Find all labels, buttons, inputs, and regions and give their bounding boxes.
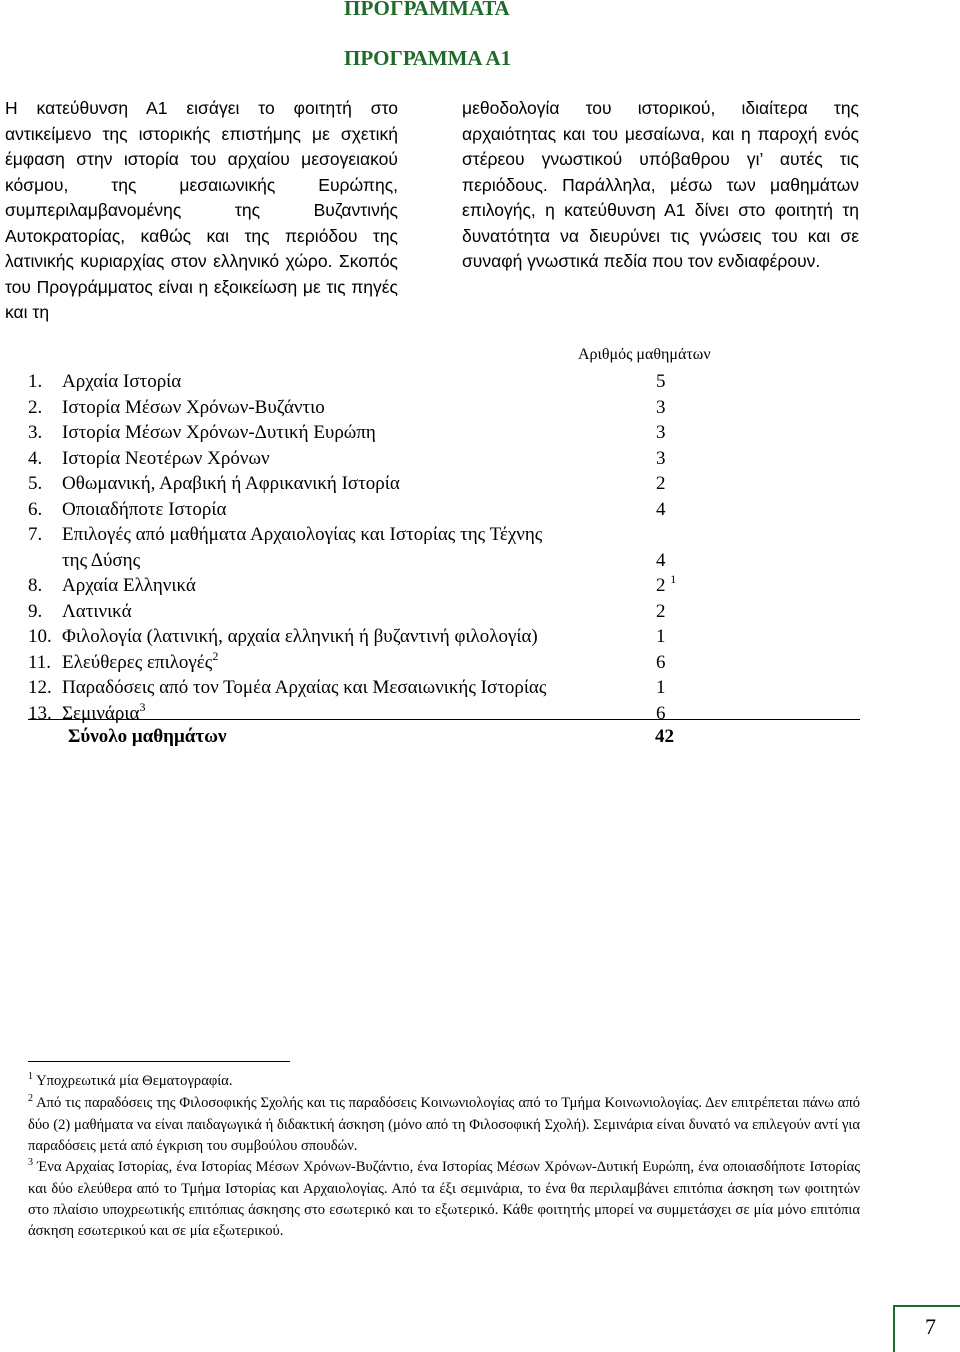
course-number: 2. <box>28 396 43 418</box>
course-number: 4. <box>28 447 43 469</box>
courses-count-header: Αριθμός μαθημάτων <box>578 346 711 363</box>
footnote-mark: 3 <box>28 1157 33 1168</box>
footnote-mark: 1 <box>28 1071 33 1082</box>
course-count-value: 6 <box>656 651 666 673</box>
course-row <box>28 650 863 676</box>
course-name-text: Σεμινάρια <box>62 702 140 724</box>
course-name <box>62 701 145 729</box>
course-name-text: Οθωμανική, Αραβική ή Αφρικανική Ιστορία <box>62 473 400 494</box>
course-row <box>28 446 863 472</box>
course-name <box>62 446 270 472</box>
course-number: 1. <box>28 371 43 392</box>
footnote <box>28 1093 860 1157</box>
course-row <box>28 369 863 395</box>
course-row <box>28 395 863 421</box>
course-name <box>62 522 542 548</box>
course-number: 5. <box>28 473 43 494</box>
course-name-text: Αρχαία Ελληνικά <box>62 575 196 596</box>
footnote-text: Ένα Αρχαίας Ιστορίας, ένα Ιστορίας Μέσων Χρόνων-Βυζάντιο, ένα Ιστορίας Μέσων Χρόνων-Δυτική Ευρώπη, ένα οποιασδήποτε Ιστορίας και δύο ελεύθερα από το Τμήμα Ιστορίας και Αρχαιολογίας. Από τα έξι σεμινάρια, το ένα θα περιλαμβάνει επιτόπια άσκηση των φοιτητών στο πλαίσιο υποχρεωτικής επιτόπιας άσκησης στο εσωτερικό και το εξωτερικό. Κάθε φοιτητής μπορεί να συμμετάσχει σε μία μόνο επιτόπια άσκηση εσωτερικού και σε μία εξωτερικού. <box>28 1159 860 1239</box>
course-count-value: 5 <box>656 371 666 392</box>
course-name <box>62 497 226 523</box>
course-count-value: 2 <box>656 473 666 494</box>
course-count-value: 4 <box>656 498 666 520</box>
course-count <box>656 650 666 676</box>
course-name-text: Ελεύθερες επιλογές <box>62 651 213 673</box>
course-count <box>656 675 666 701</box>
course-number: 9. <box>28 600 43 622</box>
course-name <box>62 420 376 446</box>
course-count-value: 2 <box>656 600 666 622</box>
course-name <box>62 650 218 678</box>
course-name-text: Ιστορία Μέσων Χρόνων-Δυτική Ευρώπη <box>62 422 376 443</box>
footnote-ref: 2 <box>212 648 219 663</box>
total-value: 42 <box>655 726 674 747</box>
course-row <box>28 599 863 625</box>
course-row <box>28 573 863 599</box>
course-count <box>656 446 666 472</box>
course-count <box>656 701 666 727</box>
course-count <box>656 497 666 523</box>
footnote <box>28 1157 860 1242</box>
page-number: 7 <box>925 1314 936 1339</box>
course-list <box>28 369 863 726</box>
course-name <box>62 599 132 625</box>
intro-right-column: μεθοδολογία του ιστορικού, ιδιαίτερα της αρχαιότητας και του μεσαίωνα, και η παροχή ενός στέρεου γνωστικού υπόβαθρου γι’ αυτές τις περιόδους. Παράλληλα, μέσω των μαθημάτων επιλογής, η κατεύθυνση Α1 δίνει στο φοιτητή τη δυνατότητα να διευρύνει τις γνώσεις του και σε συναφή γνωστικά πεδία που τον ενδιαφέρουν. <box>462 98 859 271</box>
intro-left-column: Η κατεύθυνση Α1 εισάγει το φοιτητή στο αντικείμενο της ιστορικής επιστήμης με σχετική έμφαση στην ιστορία του αρχαίου μεσογειακού κόσμου, της μεσαιωνικής Ευρώπης, συμπεριλαμβανομένης της Βυζαντινής Αυτοκρατορίας, καθώς και της περιόδου της λατινικής κυριαρχίας στον ελληνικό χώρο. Σκοπός του Προγράμματος είναι η εξοικείωση με τις πηγές και τη <box>5 98 398 322</box>
course-name <box>62 369 181 395</box>
course-number: 12. <box>28 677 52 698</box>
course-name-text: Ιστορία Μέσων Χρόνων-Βυζάντιο <box>62 396 325 418</box>
course-name-text: Ιστορία Νεοτέρων Χρόνων <box>62 447 270 469</box>
course-name-text: Αρχαία Ιστορία <box>62 371 182 392</box>
course-name <box>62 471 400 497</box>
footnote-text: Από τις παραδόσεις της Φιλοσοφικής Σχολής και τις παραδόσεις Κοινωνιολογίας από το Τμήμα Κοινωνιολογίας. Δεν επιτρέπεται πάνω από δύο (2) μαθήματα να είναι παιδαγωγικά ή διδακτική άσκηση (μόνο από τη Φιλοσοφική Σχολή). Σεμινάρια είναι δυνατό να επιλεγούν αντί για παραδόσεις μετά από έγκριση του συμβούλου σπουδών. <box>28 1095 860 1154</box>
course-name-continued: της Δύσης <box>62 549 141 571</box>
course-row <box>28 420 863 446</box>
program-title: ΠΡΟΓΡΑΜΜΑ Α1 <box>344 46 512 70</box>
course-count <box>656 624 666 650</box>
footnote-mark: 2 <box>28 1093 33 1104</box>
course-row <box>28 471 863 497</box>
course-count-value: 3 <box>656 396 666 418</box>
course-row <box>28 522 863 573</box>
course-count <box>656 471 666 497</box>
course-number: 8. <box>28 575 43 596</box>
course-name <box>62 573 196 599</box>
course-count-value: 1 <box>656 626 666 647</box>
course-row <box>28 675 863 701</box>
course-count-value: 6 <box>656 702 666 724</box>
course-name-text: Φιλολογία (λατινική, αρχαία ελληνική ή βυζαντινή φιλολογία) <box>62 626 538 647</box>
course-count-value: 3 <box>656 422 666 443</box>
course-number: 10. <box>28 626 52 647</box>
footnote-divider <box>28 1061 290 1062</box>
total-divider <box>28 719 860 720</box>
course-number: 13. <box>28 702 52 724</box>
course-number: 11. <box>28 651 52 673</box>
course-count-value: 4 <box>656 549 666 571</box>
course-count-value: 3 <box>656 447 666 469</box>
footnote-ref: 1 <box>670 572 677 586</box>
course-row <box>28 701 863 727</box>
course-name <box>62 675 546 701</box>
course-name-text: Παραδόσεις από τον Τομέα Αρχαίας και Μεσαιωνικής Ιστορίας <box>62 677 547 698</box>
course-number: 7. <box>28 524 43 545</box>
course-count-value: 1 <box>656 677 666 698</box>
course-row <box>28 624 863 650</box>
course-name-text: Λατινικά <box>62 600 132 622</box>
section-title: ΠΡΟΓΡΑΜΜΑΤΑ <box>344 0 510 20</box>
total-label: Σύνολο μαθημάτων <box>68 726 227 747</box>
footnotes <box>28 1071 860 1242</box>
course-name-text: Επιλογές από μαθήματα Αρχαιολογίας και Ιστορίας της Τέχνης <box>62 524 543 545</box>
footnote <box>28 1071 860 1093</box>
footnote-ref: 3 <box>139 699 146 714</box>
course-count <box>656 369 666 395</box>
course-row <box>28 497 863 523</box>
course-count <box>656 548 666 574</box>
course-name <box>62 395 325 421</box>
footnote-text: Υποχρεωτικά μία Θεματογραφία. <box>33 1073 233 1089</box>
course-number: 3. <box>28 422 43 443</box>
course-count-value: 2 <box>656 575 666 596</box>
course-count <box>656 395 666 421</box>
course-name-text: Οποιαδήποτε Ιστορία <box>62 498 227 520</box>
course-name <box>62 624 538 650</box>
course-number: 6. <box>28 498 43 520</box>
course-count <box>656 420 666 446</box>
course-count <box>656 599 666 625</box>
course-count <box>656 573 676 601</box>
